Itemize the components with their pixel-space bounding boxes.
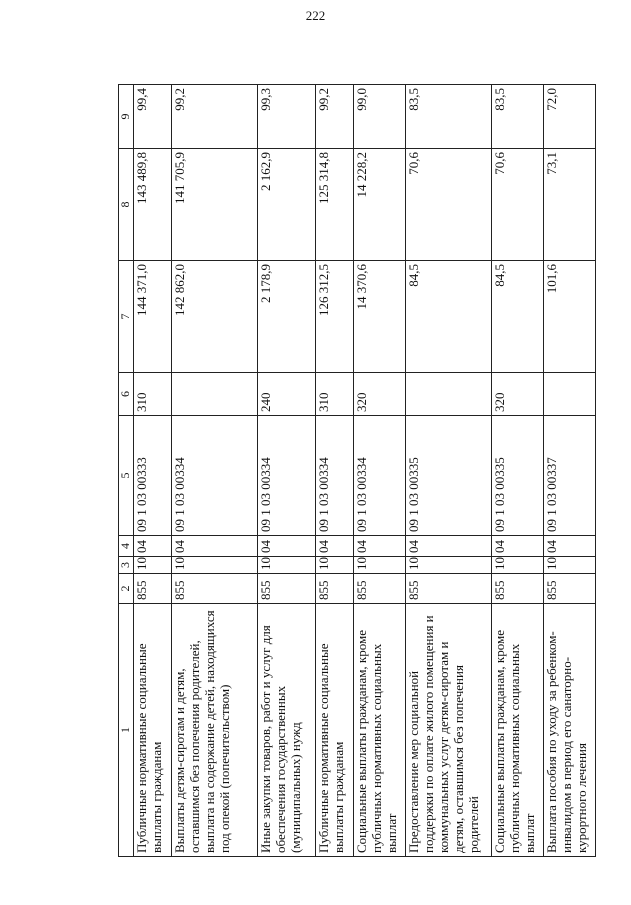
- cell-section: 10: [543, 557, 595, 574]
- cell-fact: 143 489,8: [133, 149, 171, 261]
- cell-target: 09 1 03 00337: [543, 416, 595, 536]
- cell-target: 09 1 03 00334: [257, 416, 315, 536]
- cell-grbs: 855: [353, 574, 405, 604]
- cell-target: 09 1 03 00335: [491, 416, 543, 536]
- cell-fact: 141 705,9: [171, 149, 257, 261]
- cell-grbs: 855: [405, 574, 491, 604]
- cell-section: 10: [405, 557, 491, 574]
- cell-fact: 2 162,9: [257, 149, 315, 261]
- cell-type: 240: [257, 373, 315, 416]
- table-row: [491, 85, 543, 857]
- cell-plan: 84,5: [491, 261, 543, 373]
- cell-type: 310: [315, 373, 353, 416]
- cell-subsection: 04: [171, 536, 257, 557]
- col-header: 4: [119, 536, 134, 557]
- cell-grbs: 855: [315, 574, 353, 604]
- col-header: 6: [119, 373, 134, 416]
- page-number: 222: [305, 8, 326, 23]
- cell-target: 09 1 03 00333: [133, 416, 171, 536]
- cell-subsection: 04: [315, 536, 353, 557]
- cell-subsection: 04: [133, 536, 171, 557]
- cell-percent: 99,3: [257, 85, 315, 149]
- cell-plan: 84,5: [405, 261, 491, 373]
- col-header: 9: [119, 85, 134, 149]
- row-name: Выплаты детям-сиротам и детям, оставшимся без попечения родителей, выплата на содержание детей, находящихся под опекой (попечительством): [171, 604, 257, 857]
- cell-section: 10: [315, 557, 353, 574]
- header-row: [119, 85, 134, 857]
- row-name: Публичные нормативные социальные выплаты гражданам: [133, 604, 171, 857]
- cell-grbs: 855: [543, 574, 595, 604]
- cell-plan: 126 312,5: [315, 261, 353, 373]
- cell-target: 09 1 03 00334: [315, 416, 353, 536]
- cell-percent: 83,5: [405, 85, 491, 149]
- cell-subsection: 04: [405, 536, 491, 557]
- cell-percent: 99,4: [133, 85, 171, 149]
- cell-grbs: 855: [491, 574, 543, 604]
- cell-percent: 83,5: [491, 85, 543, 149]
- cell-plan: 101,6: [543, 261, 595, 373]
- budget-table-rotated: [118, 85, 589, 857]
- row-name: Иные закупки товаров, работ и услуг для обеспечения государственных (муниципальных) нужд: [257, 604, 315, 857]
- cell-type: 320: [491, 373, 543, 416]
- cell-plan: 142 862,0: [171, 261, 257, 373]
- cell-target: 09 1 03 00335: [405, 416, 491, 536]
- col-header: 7: [119, 261, 134, 373]
- cell-section: 10: [171, 557, 257, 574]
- table-row: [257, 85, 315, 857]
- cell-percent: 99,2: [171, 85, 257, 149]
- cell-fact: 73,1: [543, 149, 595, 261]
- cell-percent: 99,2: [315, 85, 353, 149]
- col-header: 5: [119, 416, 134, 536]
- col-header: 1: [119, 604, 134, 857]
- col-header: 8: [119, 149, 134, 261]
- col-header: 2: [119, 574, 134, 604]
- cell-target: 09 1 03 00334: [171, 416, 257, 536]
- cell-grbs: 855: [257, 574, 315, 604]
- row-name: Выплата пособия по уходу за ребенком-инвалидом в период его санаторно-курортного лечения: [543, 604, 595, 857]
- cell-type: [543, 373, 595, 416]
- cell-fact: 70,6: [405, 149, 491, 261]
- cell-section: 10: [491, 557, 543, 574]
- row-name: Социальные выплаты гражданам, кроме публичных нормативных социальных выплат: [353, 604, 405, 857]
- table-row: [543, 85, 595, 857]
- cell-target: 09 1 03 00334: [353, 416, 405, 536]
- table-row: [353, 85, 405, 857]
- cell-subsection: 04: [353, 536, 405, 557]
- table-row: [405, 85, 491, 857]
- cell-plan: 144 371,0: [133, 261, 171, 373]
- cell-subsection: 04: [543, 536, 595, 557]
- cell-section: 10: [257, 557, 315, 574]
- col-header: 3: [119, 557, 134, 574]
- cell-subsection: 04: [491, 536, 543, 557]
- cell-plan: 2 178,9: [257, 261, 315, 373]
- row-name: Предоставление мер социальной поддержки по оплате жилого помещения и коммунальных услуг детям-сиротам и детям, оставшимся без попечения родителей: [405, 604, 491, 857]
- cell-fact: 125 314,8: [315, 149, 353, 261]
- cell-fact: 70,6: [491, 149, 543, 261]
- cell-percent: 72,0: [543, 85, 595, 149]
- cell-section: 10: [133, 557, 171, 574]
- cell-type: 310: [133, 373, 171, 416]
- cell-type: 320: [353, 373, 405, 416]
- cell-grbs: 855: [171, 574, 257, 604]
- cell-plan: 14 370,6: [353, 261, 405, 373]
- table-row: [315, 85, 353, 857]
- table-row: [133, 85, 171, 857]
- cell-grbs: 855: [133, 574, 171, 604]
- cell-percent: 99,0: [353, 85, 405, 149]
- cell-type: [405, 373, 491, 416]
- cell-section: 10: [353, 557, 405, 574]
- cell-fact: 14 228,2: [353, 149, 405, 261]
- row-name: Публичные нормативные социальные выплаты гражданам: [315, 604, 353, 857]
- row-name: Социальные выплаты гражданам, кроме публичных нормативных социальных выплат: [491, 604, 543, 857]
- table-row: [171, 85, 257, 857]
- cell-type: [171, 373, 257, 416]
- cell-subsection: 04: [257, 536, 315, 557]
- budget-table: [118, 84, 596, 857]
